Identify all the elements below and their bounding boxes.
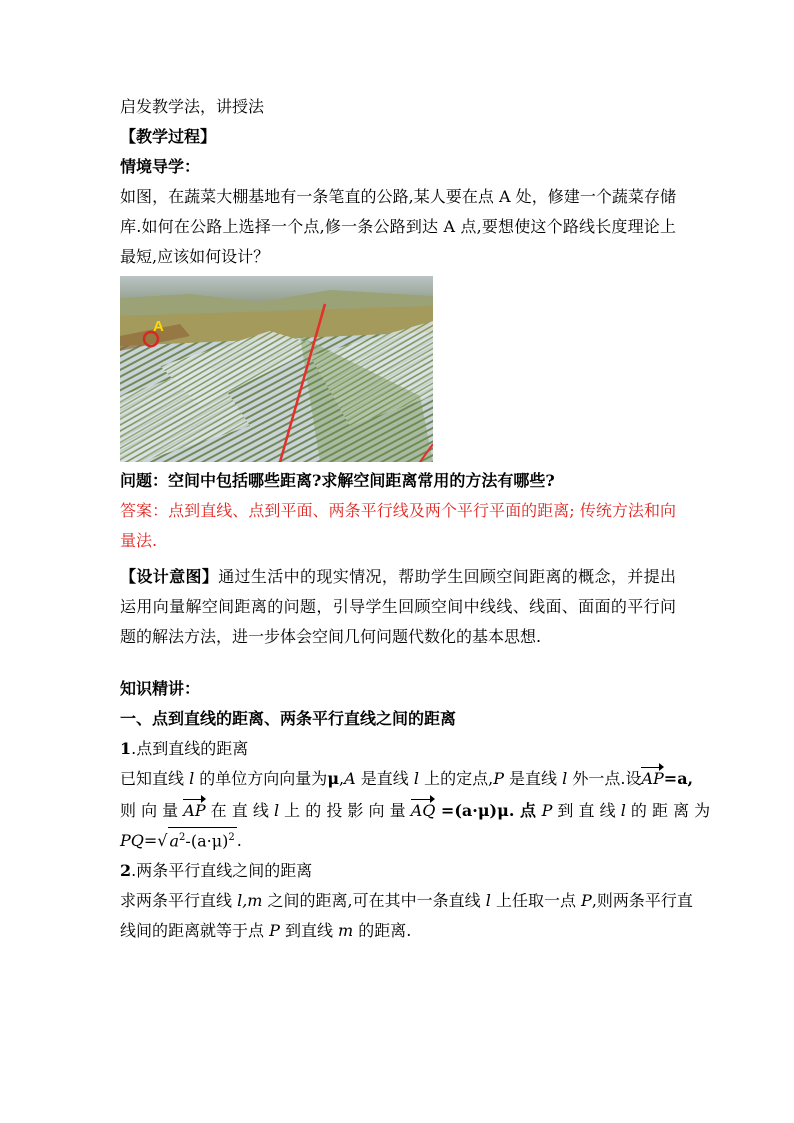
parallel-line-2: 线间的距离就等于点 P 到直线 m 的距离.	[120, 921, 412, 940]
design-label: 【设计意图】	[120, 567, 219, 586]
greenhouse-photo	[120, 276, 433, 462]
document-page	[120, 92, 711, 946]
definition-line-2: 则 向 量 AP 在 直 线 l 上 的 投 影 向 量 AQ =(a·μ)μ. 点 P 到 直 线 l 的 距 离 为	[120, 796, 676, 826]
vector-ap-2: AP	[183, 796, 205, 826]
subsection1-title: 1.点到直线的距离	[120, 739, 249, 758]
parallel-line-1: 求两条平行直线 l,m 之间的距离,可在其中一条直线 l 上任取一点 P,则两条平行直	[120, 891, 693, 910]
sqrt-expression: $a^2-(a\cdot\mu)^2$	[168, 827, 237, 851]
teaching-method: 启发教学法，讲授法	[120, 97, 265, 116]
vector-aq: AQ	[411, 796, 436, 826]
design-text: 通过生活中的现实情况，帮助学生回顾空间距离的概念，并提出运用向量解空间距离的问题，引导学生回顾空间中线线、线面、面面的平行问题的解法方法，进一步体会空间几何问题代数化的基本思想.	[120, 567, 676, 646]
question: 问题：空间中包括哪些距离?求解空间距离常用的方法有哪些?	[120, 471, 555, 490]
situation-text: 如图，在蔬菜大棚基地有一条笔直的公路,某人要在点 A 处，修建一个蔬菜存储库.如何在公路上选择一个点,修一条公路到达 A 点,要想使这个路线长度理论上最短,应该如何设计？	[120, 187, 676, 266]
design-intent	[120, 562, 676, 652]
subsection2-title: 2.两条平行直线之间的距离	[120, 861, 313, 880]
section1-title: 一、点到直线的距离、两条平行直线之间的距离	[120, 709, 457, 728]
distance-formula: PQ=√ $a^2-(a\cdot\mu)^2$ .	[120, 826, 676, 856]
vector-ap: AP	[641, 764, 663, 794]
process-header: 【教学过程】	[120, 127, 217, 146]
answer: 答案：点到直线、点到平面、两条平行线及两个平行平面的距离; 传统方法和向量法.	[120, 501, 676, 550]
point-a-label: A	[153, 318, 164, 335]
situation-header: 情境导学：	[120, 157, 201, 176]
knowledge-header: 知识精讲：	[120, 679, 201, 698]
definition-line-1: 已知直线 l 的单位方向向量为μ,A 是直线 l 上的定点,P 是直线 l 外一点.设AP=a,	[120, 764, 676, 794]
